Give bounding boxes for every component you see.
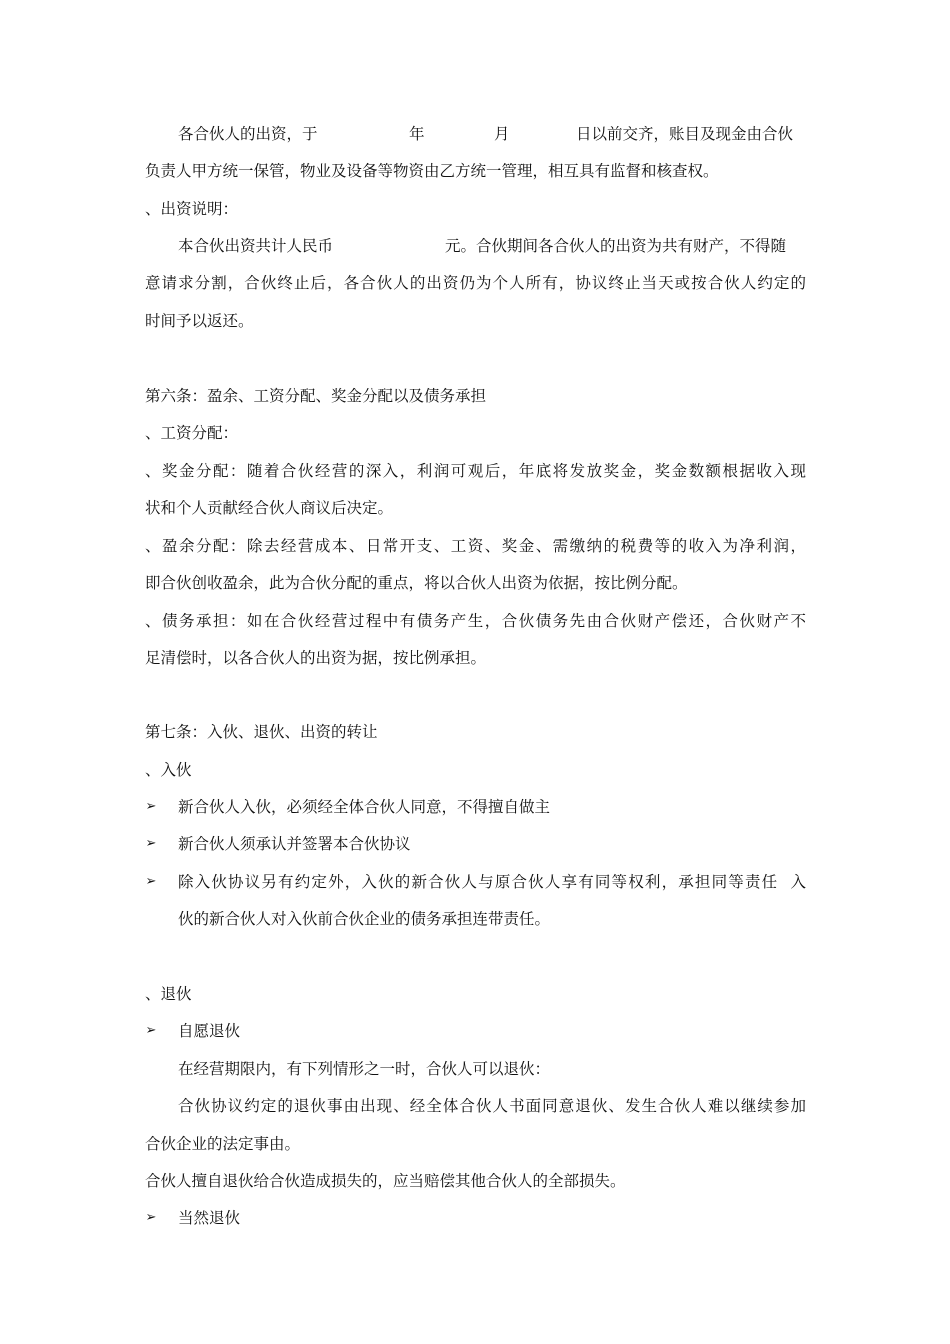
custody-text: 负责人甲方统一保管，物业及设备等物资由乙方统一管理，相互具有监督和核查权。 [145,162,719,180]
bonus-distribution-text: 、奖金分配：随着合伙经营的深入，利润可观后，年底将发放奖金，奖金数额根据收入现 [145,462,806,480]
withdrawal-conditions-text: 合伙协议约定的退伙事由出现、经全体合伙人书面同意退伙、发生合伙人难以继续参加 [178,1097,806,1115]
join-heading: 、入伙 [145,761,192,779]
return-time-text: 时间予以返还。 [145,312,254,330]
arrow-bullet-icon: ➢ [145,1210,157,1225]
contribution-deadline-text: 各合伙人的出资，于 [178,125,318,143]
arrow-bullet-icon: ➢ [145,799,157,814]
debt-bearing-text: 、债务承担：如在合伙经营过程中有债务产生，合伙债务先由合伙财产偿还，合伙财产不 [145,612,806,630]
arrow-bullet-icon: ➢ [145,1023,157,1038]
join-rule-rights: 除入伙协议另有约定外，入伙的新合伙人与原合伙人享有同等权利，承担同等责任 入 [178,873,806,891]
total-contribution-text: 本合伙出资共计人民币 [178,237,334,255]
natural-withdrawal-heading: 当然退伙 [178,1209,241,1227]
withdrawal-conditions-intro: 在经营期限内，有下列情形之一时，合伙人可以退伙： [178,1060,551,1078]
article-6-title: 第六条：盈余、工资分配、奖金分配以及债务承担 [145,387,487,405]
year-label: 年 [409,125,425,143]
day-clause-text: 日以前交齐，账目及现金由合伙 [576,125,794,143]
bonus-distribution-cont: 状和个人贡献经合伙人商议后决定。 [145,499,394,517]
join-rule-rights-cont: 伙的新合伙人对入伙前合伙企业的债务承担连带责任。 [178,910,551,928]
join-rule-consent: 新合伙人入伙，必须经全体合伙人同意，不得擅自做主 [178,798,551,816]
contribution-notes-heading: 、出资说明： [145,200,239,218]
debt-bearing-cont: 足清偿时，以各合伙人的出资为据，按比例承担。 [145,649,487,667]
join-rule-sign: 新合伙人须承认并签署本合伙协议 [178,835,411,853]
article-7-title: 第七条：入伙、退伙、出资的转让 [145,723,378,741]
month-label: 月 [494,125,510,143]
surplus-distribution-cont: 即合伙创收盈余，此为合伙分配的重点，将以合伙人出资为依据，按比例分配。 [145,574,688,592]
wage-distribution-heading: 、工资分配： [145,424,239,442]
return-clause-text: 意请求分割，合伙终止后，各合伙人的出资仍为个人所有，协议终止当天或按合伙人约定的 [145,274,806,292]
arrow-bullet-icon: ➢ [145,836,157,851]
arrow-bullet-icon: ➢ [145,874,157,889]
quit-heading: 、退伙 [145,985,192,1003]
withdrawal-conditions-cont: 合伙企业的法定事由。 [145,1135,301,1153]
common-property-text: 元。合伙期间各合伙人的出资为共有财产，不得随 [445,237,787,255]
voluntary-withdrawal-heading: 自愿退伙 [178,1022,241,1040]
surplus-distribution-text: 、盈余分配：除去经营成本、日常开支、工资、奖金、需缴纳的税费等的收入为净利润， [145,537,806,555]
withdrawal-loss-text: 合伙人擅自退伙给合伙造成损失的，应当赔偿其他合伙人的全部损失。 [145,1172,626,1190]
